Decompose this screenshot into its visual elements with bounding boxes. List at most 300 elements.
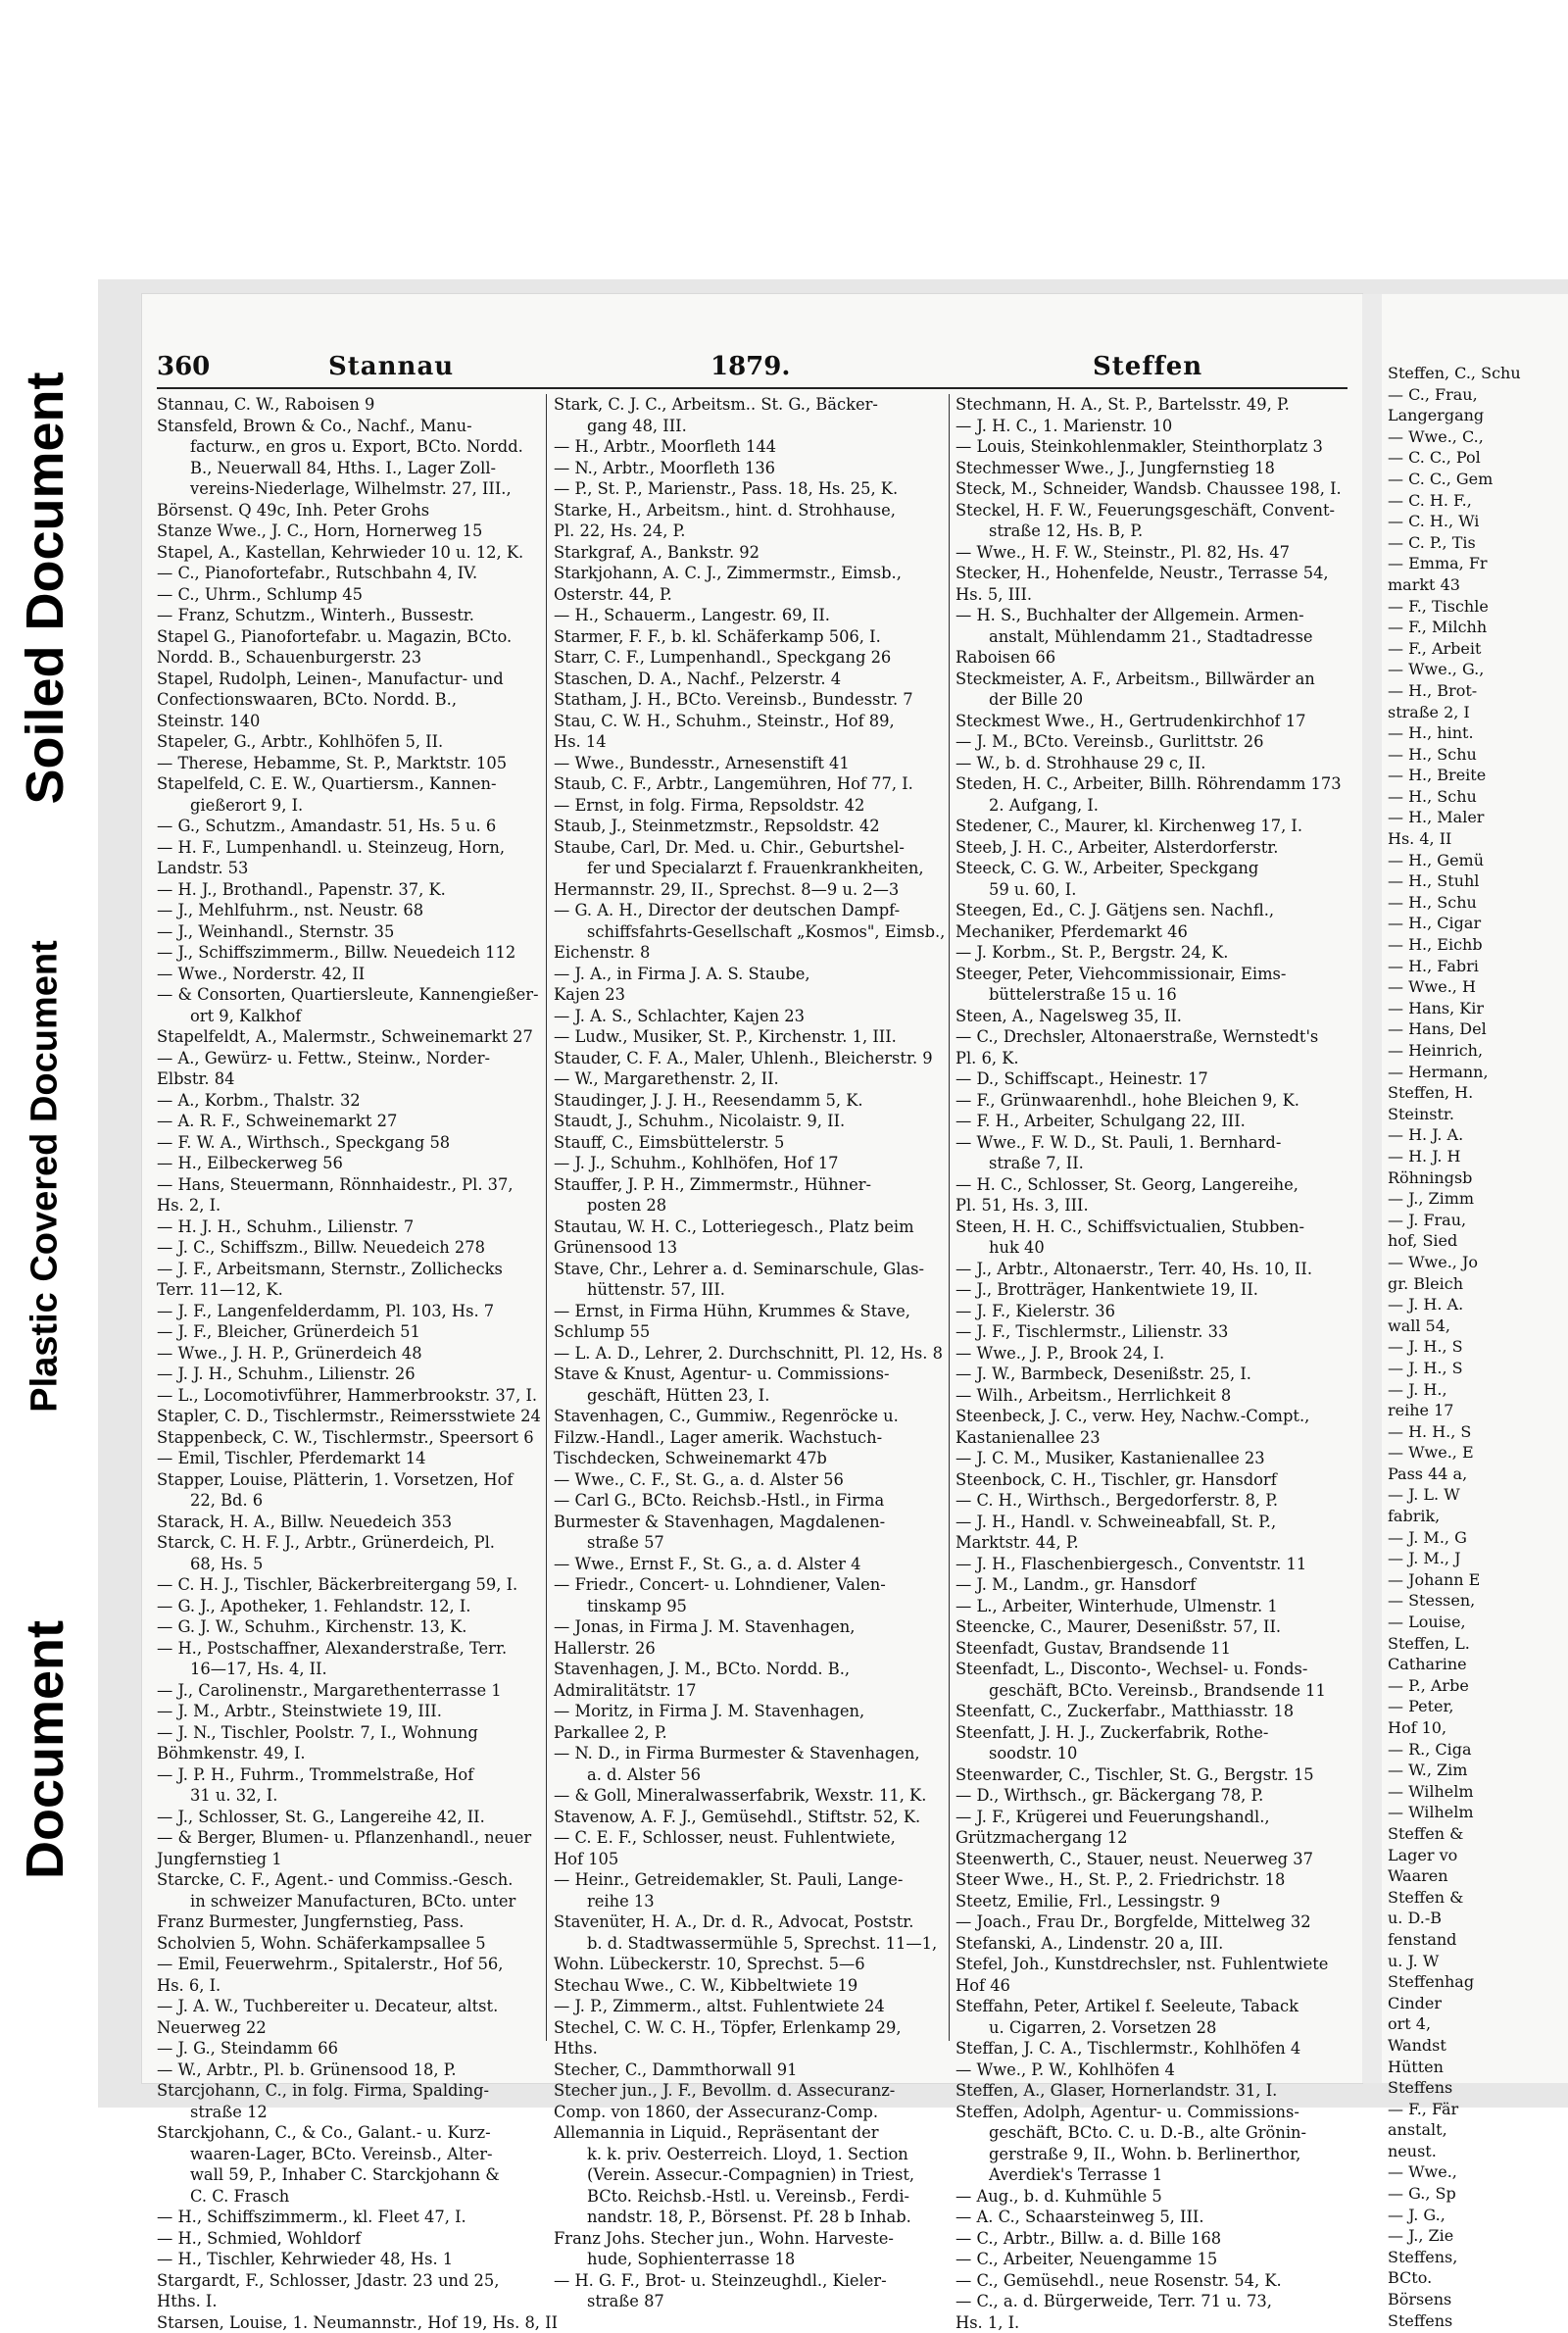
directory-entry: — N., Arbtr., Moorfleth 136 — [554, 458, 942, 479]
directory-entry: Hs. 4, II — [1388, 828, 1568, 850]
directory-entry: in schweizer Manufacturen, BCto. unter — [157, 1891, 541, 1912]
directory-entry: Stauffer, J. P. H., Zimmermstr., Hühner- — [554, 1174, 942, 1196]
directory-entry: Stavenhagen, J. M., BCto. Nordd. B., — [554, 1659, 942, 1680]
directory-entry: Stefanski, A., Lindenstr. 20 a, III. — [956, 1933, 1348, 1955]
directory-entry: Böhmkenstr. 49, I. — [157, 1743, 541, 1764]
directory-entry: hüttenstr. 57, III. — [554, 1279, 942, 1301]
directory-entry: — H., Eichb — [1388, 934, 1568, 956]
directory-entry: — F. W. A., Wirthsch., Speckgang 58 — [157, 1132, 541, 1154]
directory-entry: — Wilhelm — [1388, 1802, 1568, 1823]
directory-entry: — D., Schiffscapt., Heinestr. 17 — [956, 1068, 1348, 1090]
directory-entry: 31 u. 32, I. — [157, 1785, 541, 1807]
directory-entry: — Wwe., Ernst F., St. G., a. d. Alster 4 — [554, 1554, 942, 1575]
directory-entry: — C. C., Gem — [1388, 469, 1568, 490]
directory-entry: Börsenst. Q 49c, Inh. Peter Grohs — [157, 500, 541, 521]
directory-entry: — Johann E — [1388, 1569, 1568, 1591]
directory-entry: Stargardt, F., Schlosser, Jdastr. 23 und 25, — [157, 2270, 541, 2292]
directory-entry: fabrik, — [1388, 1506, 1568, 1527]
directory-entry: — H. S., Buchhalter der Allgemein. Armen- — [956, 605, 1348, 626]
directory-entry: Stautau, W. H. C., Lotteriegesch., Platz beim — [554, 1216, 942, 1238]
book-gutter — [1362, 294, 1382, 2083]
directory-entry: Hof 10, — [1388, 1717, 1568, 1739]
directory-entry: — J. F., Krügerei und Feuerungshandl., — [956, 1807, 1348, 1828]
directory-entry: — J., Arbtr., Altonaerstr., Terr. 40, Hs. 10, II. — [956, 1259, 1348, 1280]
directory-entry: — J. J. H., Schuhm., Lilienstr. 26 — [157, 1364, 541, 1385]
directory-entry: Hallerstr. 26 — [554, 1638, 942, 1660]
directory-entry: Starck, C. H. F. J., Arbtr., Grünerdeich, Pl. — [157, 1532, 541, 1554]
directory-entry: Steegen, Ed., C. J. Gätjens sen. Nachfl., — [956, 900, 1348, 921]
directory-entry: — & Goll, Mineralwasserfabrik, Wexstr. 11, K. — [554, 1785, 942, 1807]
directory-entry: Steenfatt, C., Zuckerfabr., Matthiasstr. 18 — [956, 1701, 1348, 1722]
directory-entry: — P., St. P., Marienstr., Pass. 18, Hs. 25, K. — [554, 478, 942, 500]
directory-entry: — H. C., Schlosser, St. Georg, Langereihe, — [956, 1174, 1348, 1196]
directory-entry: geschäft, BCto. C. u. D.-B., alte Grönin- — [956, 2122, 1348, 2144]
directory-entry: Starmer, F. F., b. kl. Schäferkamp 506, I. — [554, 626, 942, 648]
page-header — [157, 348, 1348, 389]
directory-entry: ort 9, Kalkhof — [157, 1006, 541, 1027]
directory-entry: — C., Uhrm., Schlump 45 — [157, 584, 541, 606]
directory-entry: — C., a. d. Bürgerweide, Terr. 71 u. 73, — [956, 2291, 1348, 2312]
directory-entry: — J. A. S., Schlachter, Kajen 23 — [554, 1006, 942, 1027]
directory-entry: Stapelfeld, C. E. W., Quartiersm., Kannen- — [157, 773, 541, 795]
directory-entry: u. D.-B — [1388, 1908, 1568, 1929]
directory-entry: — H. J., Brothandl., Papenstr. 37, K. — [157, 879, 541, 901]
directory-entry: — Wwe., H — [1388, 976, 1568, 998]
directory-entry: 16—17, Hs. 4, II. — [157, 1659, 541, 1680]
directory-entry: Stavenow, A. F. J., Gemüsehdl., Stiftstr. 52, K. — [554, 1807, 942, 1828]
directory-entry: hof, Sied — [1388, 1230, 1568, 1252]
directory-entry: — J. N., Tischler, Poolstr. 7, I., Wohnung — [157, 1722, 541, 1744]
directory-entry: — A., Korbm., Thalstr. 32 — [157, 1090, 541, 1112]
directory-entry: — W., Zim — [1388, 1760, 1568, 1781]
directory-entry: — G., Schutzm., Amandastr. 51, Hs. 5 u. 6 — [157, 816, 541, 837]
directory-entry: — Moritz, in Firma J. M. Stavenhagen, — [554, 1701, 942, 1722]
directory-entry: — J. H., Handl. v. Schweineabfall, St. P., — [956, 1512, 1348, 1533]
directory-entry: — J., Brotträger, Hankentwiete 19, II. — [956, 1279, 1348, 1301]
directory-entry: Waaren — [1388, 1865, 1568, 1887]
directory-entry: — L. A. D., Lehrer, 2. Durchschnitt, Pl. 12, Hs. 8 — [554, 1343, 942, 1365]
directory-entry: — J., Schlosser, St. G., Langereihe 42, II. — [157, 1807, 541, 1828]
directory-entry: — Wwe., J. P., Brook 24, I. — [956, 1343, 1348, 1365]
directory-entry: posten 28 — [554, 1195, 942, 1216]
directory-entry: Staschen, D. A., Nachf., Pelzerstr. 4 — [554, 669, 942, 690]
directory-entry: — Ernst, in Firma Hühn, Krummes & Stave, — [554, 1301, 942, 1322]
directory-page — [142, 294, 1362, 2083]
column-rule — [949, 394, 950, 2041]
directory-entry: — W., Margarethenstr. 2, II. — [554, 1068, 942, 1090]
directory-entry: — W., Arbtr., Pl. b. Grünensood 18, P. — [157, 2060, 541, 2081]
column-1 — [157, 394, 541, 2060]
directory-entry: wall 54, — [1388, 1315, 1568, 1337]
directory-entry: — G. A. H., Director der deutschen Dampf- — [554, 900, 942, 921]
directory-entry: Averdiek's Terrasse 1 — [956, 2164, 1348, 2186]
directory-entry: Confectionswaaren, BCto. Nordd. B., — [157, 689, 541, 711]
directory-entry: — J. M., Arbtr., Steinstwiete 19, III. — [157, 1701, 541, 1722]
column-2 — [554, 394, 942, 2060]
directory-entry: büttelerstraße 15 u. 16 — [956, 984, 1348, 1006]
directory-entry: Steen, H. H. C., Schiffsvictualien, Stubben- — [956, 1216, 1348, 1238]
directory-entry: — H. H., S — [1388, 1421, 1568, 1443]
directory-entry: b. d. Stadtwassermühle 5, Sprechst. 11—1, — [554, 1933, 942, 1955]
directory-entry: — C., Arbtr., Billw. a. d. Bille 168 — [956, 2228, 1348, 2250]
directory-entry: — W., b. d. Strohhause 29 c, II. — [956, 753, 1348, 774]
directory-entry: Marktstr. 44, P. — [956, 1532, 1348, 1554]
directory-entry: — Joach., Frau Dr., Borgfelde, Mittelweg 32 — [956, 1911, 1348, 1933]
directory-entry: Steffen, A., Glaser, Hornerlandstr. 31, I. — [956, 2080, 1348, 2102]
directory-entry: Nordd. B., Schauenburgerstr. 23 — [157, 647, 541, 669]
directory-entry: — Hans, Kir — [1388, 998, 1568, 1019]
directory-entry: — J. M., Landm., gr. Hansdorf — [956, 1574, 1348, 1596]
directory-entry: — Jonas, in Firma J. M. Stavenhagen, — [554, 1616, 942, 1638]
directory-entry: — Wwe., F. W. D., St. Pauli, 1. Bernhard- — [956, 1132, 1348, 1154]
directory-entry: — J. H., Flaschenbiergesch., Conventstr. 11 — [956, 1554, 1348, 1575]
directory-entry: Steeb, J. H. C., Arbeiter, Alsterdorferstr. — [956, 837, 1348, 859]
directory-entry: — J., Zimm — [1388, 1188, 1568, 1210]
directory-entry: neust. — [1388, 2141, 1568, 2162]
directory-entry: — J., Carolinenstr., Margarethenterrasse 1 — [157, 1680, 541, 1702]
directory-entry: B., Neuerwall 84, Hths. I., Lager Zoll- — [157, 458, 541, 479]
directory-entry: tinskamp 95 — [554, 1596, 942, 1617]
directory-entry: Steffen & — [1388, 1823, 1568, 1845]
directory-entry: — Wilh., Arbeitsm., Herrlichkeit 8 — [956, 1385, 1348, 1407]
directory-entry: Stau, C. W. H., Schuhm., Steinstr., Hof 89, — [554, 711, 942, 732]
directory-entry: Steenbock, C. H., Tischler, gr. Hansdorf — [956, 1469, 1348, 1491]
directory-entry: Stave & Knust, Agentur- u. Commissions- — [554, 1364, 942, 1385]
directory-entry: Stapler, C. D., Tischlermstr., Reimersstwiete 24 — [157, 1406, 541, 1427]
directory-entry: — Aug., b. d. Kuhmühle 5 — [956, 2186, 1348, 2208]
directory-entry: — N. D., in Firma Burmester & Stavenhagen, — [554, 1743, 942, 1764]
directory-entry: geschäft, BCto. Vereinsb., Brandsende 11 — [956, 1680, 1348, 1702]
directory-entry: Stauder, C. F. A., Maler, Uhlenh., Bleicherstr. 9 — [554, 1048, 942, 1069]
directory-entry: Starsen, Louise, 1. Neumannstr., Hof 19, Hs. 8, II — [157, 2312, 541, 2333]
directory-entry: — H., Brot- — [1388, 680, 1568, 702]
directory-entry: Steffen, L. — [1388, 1633, 1568, 1655]
directory-entry: Steffens — [1388, 2310, 1568, 2332]
directory-entry: Stanze Wwe., J. C., Horn, Hornerweg 15 — [157, 521, 541, 542]
directory-entry: (Verein. Assecur.-Compagnien) in Triest, — [554, 2164, 942, 2186]
directory-entry: Stave, Chr., Lehrer a. d. Seminarschule, Glas- — [554, 1259, 942, 1280]
facing-page — [1382, 294, 1568, 2083]
header-year: 1879. — [710, 352, 790, 381]
directory-entry: Stapeler, G., Arbtr., Kohlhöfen 5, II. — [157, 731, 541, 753]
directory-entry: Stappenbeck, C. W., Tischlermstr., Speersort 6 — [157, 1427, 541, 1449]
label-document: Document — [15, 1620, 75, 1879]
directory-entry: — Wwe., H. F. W., Steinstr., Pl. 82, Hs. 47 — [956, 542, 1348, 564]
directory-entry: — J. L. W — [1388, 1484, 1568, 1506]
directory-entry: reihe 17 — [1388, 1400, 1568, 1421]
directory-entry: — L., Arbeiter, Winterhude, Ulmenstr. 1 — [956, 1596, 1348, 1617]
directory-entry: C. C. Frasch — [157, 2186, 541, 2208]
directory-entry: Wandst — [1388, 2035, 1568, 2057]
directory-entry: — J. H. C., 1. Marienstr. 10 — [956, 416, 1348, 437]
directory-entry: 59 u. 60, I. — [956, 879, 1348, 901]
directory-entry: Steeck, C. G. W., Arbeiter, Speckgang — [956, 858, 1348, 879]
directory-entry: — J. F., Kielerstr. 36 — [956, 1301, 1348, 1322]
directory-entry: Franz Johs. Stecher jun., Wohn. Harveste- — [554, 2228, 942, 2250]
directory-entry: — Wwe., Norderstr. 42, II — [157, 964, 541, 985]
directory-entry: — P., Arbe — [1388, 1675, 1568, 1697]
directory-entry: Steffahn, Peter, Artikel f. Seeleute, Taback — [956, 1996, 1348, 2017]
directory-entry: Elbstr. 84 — [157, 1068, 541, 1090]
directory-entry: — J. Frau, — [1388, 1210, 1568, 1231]
directory-entry: Schlump 55 — [554, 1321, 942, 1343]
directory-entry: Steffens, — [1388, 2247, 1568, 2268]
directory-entry: — J. Korbm., St. P., Bergstr. 24, K. — [956, 942, 1348, 964]
directory-entry: — H., Schauerm., Langestr. 69, II. — [554, 605, 942, 626]
directory-entry: Stechmann, H. A., St. P., Bartelsstr. 49, P. — [956, 394, 1348, 416]
directory-entry: straße 87 — [554, 2291, 942, 2312]
directory-entry: — Louise, — [1388, 1612, 1568, 1633]
directory-entry: Stansfeld, Brown & Co., Nachf., Manu- — [157, 416, 541, 437]
directory-entry: Röhningsb — [1388, 1167, 1568, 1189]
directory-entry: Stapel, Rudolph, Leinen-, Manufactur- und — [157, 669, 541, 690]
directory-entry: Steenbeck, J. C., verw. Hey, Nachw.-Compt., — [956, 1406, 1348, 1427]
page-number: 360 — [157, 352, 210, 381]
directory-entry: gerstraße 9, II., Wohn. b. Berlinerthor, — [956, 2144, 1348, 2165]
directory-entry: straße 12 — [157, 2102, 541, 2123]
directory-entry: Stechau Wwe., C. W., Kibbeltwiete 19 — [554, 1975, 942, 1997]
directory-entry: Starack, H. A., Billw. Neuedeich 353 — [157, 1512, 541, 1533]
directory-entry: — C., Arbeiter, Neuengamme 15 — [956, 2249, 1348, 2270]
directory-entry: — H., hint. — [1388, 722, 1568, 744]
directory-entry: vereins-Niederlage, Wilhelmstr. 27, III., — [157, 478, 541, 500]
directory-entry: Pl. 51, Hs. 3, III. — [956, 1195, 1348, 1216]
directory-entry: Hermannstr. 29, II., Sprechst. 8—9 u. 2—3 — [554, 879, 942, 901]
directory-entry: Jungfernstieg 1 — [157, 1849, 541, 1870]
directory-entry: Tischdecken, Schweinemarkt 47b — [554, 1448, 942, 1469]
directory-entry: — Heinr., Getreidemakler, St. Pauli, Lange- — [554, 1869, 942, 1891]
directory-entry: Steen, A., Nagelsweg 35, II. — [956, 1006, 1348, 1027]
directory-entry: gang 48, III. — [554, 416, 942, 437]
directory-entry: straße 57 — [554, 1532, 942, 1554]
directory-entry: Admiralitätstr. 17 — [554, 1680, 942, 1702]
directory-entry: Steckmest Wwe., H., Gertrudenkirchhof 17 — [956, 711, 1348, 732]
directory-entry: Steffen, C., Schu — [1388, 363, 1568, 384]
directory-entry: Comp. von 1860, der Assecuranz-Comp. — [554, 2102, 942, 2123]
directory-entry: — Wwe., — [1388, 2161, 1568, 2183]
directory-entry: markt 43 — [1388, 574, 1568, 596]
directory-entry: straße 2, I — [1388, 702, 1568, 723]
directory-entry: Stark, C. J. C., Arbeitsm.. St. G., Bäcker- — [554, 394, 942, 416]
directory-entry: — J. H., — [1388, 1379, 1568, 1401]
directory-entry: Stechel, C. W. C. H., Töpfer, Erlenkamp 29, — [554, 2017, 942, 2039]
directory-entry: BCto. Reichsb.-Hstl. u. Vereinsb., Ferdi- — [554, 2186, 942, 2208]
directory-entry: Hof 105 — [554, 1849, 942, 1870]
directory-entry: — R., Ciga — [1388, 1739, 1568, 1761]
directory-entry: Pl. 6, K. — [956, 1048, 1348, 1069]
directory-entry: Hths. I. — [157, 2291, 541, 2312]
directory-entry: — J. H. A. — [1388, 1294, 1568, 1315]
directory-entry: Steeger, Peter, Viehcommissionair, Eims- — [956, 964, 1348, 985]
directory-entry: facturw., en gros u. Export, BCto. Nordd. — [157, 436, 541, 458]
directory-entry: Stecher jun., J. F., Bevollm. d. Assecuranz- — [554, 2080, 942, 2102]
directory-entry: — Wwe., Jo — [1388, 1252, 1568, 1273]
directory-entry: straße 12, Hs. B, P. — [956, 521, 1348, 542]
directory-entry: — Ludw., Musiker, St. P., Kirchenstr. 1, III. — [554, 1026, 942, 1048]
directory-entry: Neuerweg 22 — [157, 2017, 541, 2039]
directory-entry: der Bille 20 — [956, 689, 1348, 711]
directory-entry: Staube, Carl, Dr. Med. u. Chir., Geburtshel- — [554, 837, 942, 859]
directory-entry: BCto. — [1388, 2267, 1568, 2289]
directory-entry: — Wwe., J. H. P., Grünerdeich 48 — [157, 1343, 541, 1365]
directory-entry: 22, Bd. 6 — [157, 1490, 541, 1512]
directory-entry: Steenfadt, Gustav, Brandsende 11 — [956, 1638, 1348, 1660]
label-plastic-covered-document: Plastic Covered Document — [24, 940, 67, 1412]
directory-entry: — C. P., Tis — [1388, 532, 1568, 554]
directory-entry: Kajen 23 — [554, 984, 942, 1006]
directory-entry: — H., Eilbeckerweg 56 — [157, 1153, 541, 1174]
directory-entry: Steetz, Emilie, Frl., Lessingstr. 9 — [956, 1891, 1348, 1912]
directory-entry: fer und Specialarzt f. Frauenkrankheiten, — [554, 858, 942, 879]
directory-entry: — J. F., Langenfelderdamm, Pl. 103, Hs. 7 — [157, 1301, 541, 1322]
directory-entry: Stecher, C., Dammthorwall 91 — [554, 2060, 942, 2081]
directory-entry: — H. J. H — [1388, 1146, 1568, 1167]
directory-entry: — G. J. W., Schuhm., Kirchenstr. 13, K. — [157, 1616, 541, 1638]
directory-entry: Hs. 2, I. — [157, 1195, 541, 1216]
directory-entry: Stefel, Joh., Kunstdrechsler, nst. Fuhlentwiete — [956, 1954, 1348, 1975]
directory-entry: — Wwe., Bundesstr., Arnesenstift 41 — [554, 753, 942, 774]
directory-entry: Cinder — [1388, 1993, 1568, 2014]
directory-entry: — Therese, Hebamme, St. P., Marktstr. 105 — [157, 753, 541, 774]
directory-entry: Catharine — [1388, 1654, 1568, 1675]
directory-entry: Stannau, C. W., Raboisen 9 — [157, 394, 541, 416]
directory-entry: — Friedr., Concert- u. Lohndiener, Valen- — [554, 1574, 942, 1596]
directory-entry: Osterstr. 44, P. — [554, 584, 942, 606]
directory-entry: — F., Milchh — [1388, 617, 1568, 638]
directory-entry: Steffan, J. C. A., Tischlermstr., Kohlhöfen 4 — [956, 2038, 1348, 2060]
directory-entry: — G., Sp — [1388, 2183, 1568, 2205]
directory-entry: wall 59, P., Inhaber C. Starckjohann & — [157, 2164, 541, 2186]
directory-entry: — G. J., Apotheker, 1. Fehlandstr. 12, I. — [157, 1596, 541, 1617]
directory-entry: — C. H. J., Tischler, Bäckerbreitergang 59, I. — [157, 1574, 541, 1596]
directory-entry: — J. G., Steindamm 66 — [157, 2038, 541, 2060]
directory-entry: u. J. W — [1388, 1951, 1568, 1972]
directory-entry: Starcjohann, C., in folg. Firma, Spalding- — [157, 2080, 541, 2102]
directory-entry: ort 4, — [1388, 2013, 1568, 2035]
directory-entry: Steenfatt, J. H. J., Zuckerfabrik, Rothe- — [956, 1722, 1348, 1744]
directory-entry: Steffen & — [1388, 1887, 1568, 1909]
directory-entry: Hs. 6, I. — [157, 1975, 541, 1997]
sidebar — [0, 0, 90, 2134]
directory-entry: Raboisen 66 — [956, 647, 1348, 669]
directory-entry: — F., Fär — [1388, 2099, 1568, 2120]
facing-page-column — [1388, 363, 1568, 2331]
directory-entry: Stapel, A., Kastellan, Kehrwieder 10 u. 12, K. — [157, 542, 541, 564]
directory-entry: 68, Hs. 5 — [157, 1554, 541, 1575]
directory-entry: Steinstr. 140 — [157, 711, 541, 732]
directory-entry: anstalt, — [1388, 2119, 1568, 2141]
directory-entry: — & Consorten, Quartiersleute, Kannengießer- — [157, 984, 541, 1006]
directory-entry: — C. H., Wi — [1388, 511, 1568, 532]
directory-entry: — J. C. M., Musiker, Kastanienallee 23 — [956, 1448, 1348, 1469]
directory-entry: Kastanienallee 23 — [956, 1427, 1348, 1449]
directory-entry: — Peter, — [1388, 1696, 1568, 1717]
directory-entry: soodstr. 10 — [956, 1743, 1348, 1764]
directory-entry: — F., Tischle — [1388, 596, 1568, 618]
directory-entry: — H., Schmied, Wohldorf — [157, 2228, 541, 2250]
directory-entry: — H., Breite — [1388, 765, 1568, 786]
directory-entry: — H. J. A. — [1388, 1124, 1568, 1146]
directory-entry: Statham, J. H., BCto. Vereinsb., Bundesstr. 7 — [554, 689, 942, 711]
directory-entry: — F. H., Arbeiter, Schulgang 22, III. — [956, 1111, 1348, 1132]
directory-entry: Burmester & Stavenhagen, Magdalenen- — [554, 1512, 942, 1533]
directory-entry: anstalt, Mühlendamm 21., Stadtadresse — [956, 626, 1348, 648]
directory-entry: u. Cigarren, 2. Vorsetzen 28 — [956, 2017, 1348, 2039]
directory-entry: Starkjohann, A. C. J., Zimmermstr., Eimsb., — [554, 563, 942, 584]
directory-entry: Landstr. 53 — [157, 858, 541, 879]
directory-entry: Starckjohann, C., & Co., Galant.- u. Kurz- — [157, 2122, 541, 2144]
directory-entry: — H., Fabri — [1388, 956, 1568, 977]
directory-entry: — Ernst, in folg. Firma, Repsoldstr. 42 — [554, 795, 942, 817]
directory-entry: — Emma, Fr — [1388, 553, 1568, 574]
column-rule — [546, 394, 547, 2041]
directory-entry: — Louis, Steinkohlenmakler, Steinthorplatz 3 — [956, 436, 1348, 458]
directory-entry: Langergang — [1388, 405, 1568, 426]
directory-entry: waaren-Lager, BCto. Vereinsb., Alter- — [157, 2144, 541, 2165]
directory-entry: — H., Schu — [1388, 786, 1568, 808]
directory-entry: — H., Maler — [1388, 807, 1568, 828]
directory-entry: Pass 44 a, — [1388, 1464, 1568, 1485]
directory-entry: — J. F., Bleicher, Grünerdeich 51 — [157, 1321, 541, 1343]
directory-entry: — J. F., Tischlermstr., Lilienstr. 33 — [956, 1321, 1348, 1343]
directory-entry: — J., Weinhandl., Sternstr. 35 — [157, 921, 541, 943]
directory-entry: Allemannia in Liquid., Repräsentant der — [554, 2122, 942, 2144]
directory-entry: Börsens — [1388, 2289, 1568, 2310]
directory-entry: — C., Pianofortefabr., Rutschbahn 4, IV. — [157, 563, 541, 584]
directory-entry: — H., Schu — [1388, 744, 1568, 766]
directory-entry: Starr, C. F., Lumpenhandl., Speckgang 26 — [554, 647, 942, 669]
directory-entry: huk 40 — [956, 1237, 1348, 1259]
directory-entry: — J. P. H., Fuhrm., Trommelstraße, Hof — [157, 1764, 541, 1786]
directory-entry: — J., Zie — [1388, 2225, 1568, 2247]
directory-entry: Hs. 5, III. — [956, 584, 1348, 606]
directory-entry: — C. C., Pol — [1388, 447, 1568, 469]
directory-entry: — Stessen, — [1388, 1590, 1568, 1612]
directory-entry: — J. P., Zimmerm., altst. Fuhlentwiete 24 — [554, 1996, 942, 2017]
directory-entry: — H., Arbtr., Moorfleth 144 — [554, 436, 942, 458]
directory-entry: — C. H. F., — [1388, 490, 1568, 512]
directory-entry: — J. H., S — [1388, 1358, 1568, 1379]
directory-entry: — J. C., Schiffszm., Billw. Neuedeich 278 — [157, 1237, 541, 1259]
directory-entry: Steffen, Adolph, Agentur- u. Commissions- — [956, 2102, 1348, 2123]
directory-entry: — Wwe., C. F., St. G., a. d. Alster 56 — [554, 1469, 942, 1491]
directory-entry: — J. A. W., Tuchbereiter u. Decateur, altst. — [157, 1996, 541, 2017]
directory-entry: — F., Arbeit — [1388, 638, 1568, 660]
directory-entry: gr. Bleich — [1388, 1273, 1568, 1295]
directory-entry: — L., Locomotivführer, Hammerbrookstr. 37, I. — [157, 1385, 541, 1407]
directory-entry: Steffens — [1388, 2077, 1568, 2099]
directory-entry: Starcke, C. F., Agent.- und Commiss.-Gesch. — [157, 1869, 541, 1891]
directory-entry: gießerort 9, I. — [157, 795, 541, 817]
directory-entry: Stechmesser Wwe., J., Jungfernstieg 18 — [956, 458, 1348, 479]
directory-entry: Steenfadt, L., Disconto-, Wechsel- u. Fonds- — [956, 1659, 1348, 1680]
directory-entry: Lager vo — [1388, 1845, 1568, 1866]
directory-entry: Hof 46 — [956, 1975, 1348, 1997]
directory-entry: Stapelfeldt, A., Malermstr., Schweinemarkt 27 — [157, 1026, 541, 1048]
directory-entry: a. d. Alster 56 — [554, 1764, 942, 1786]
directory-entry: Steckmeister, A. F., Arbeitsm., Billwärder an — [956, 669, 1348, 690]
column-3 — [956, 394, 1348, 2060]
directory-entry: Steencke, C., Maurer, Desenißstr. 57, II. — [956, 1616, 1348, 1638]
directory-entry: — & Berger, Blumen- u. Pflanzenhandl., neuer — [157, 1827, 541, 1849]
directory-entry: — Franz, Schutzm., Winterh., Bussestr. — [157, 605, 541, 626]
directory-entry: Terr. 11—12, K. — [157, 1279, 541, 1301]
directory-entry: Staudt, J., Schuhm., Nicolaistr. 9, II. — [554, 1111, 942, 1132]
directory-entry: Steenwerth, C., Stauer, neust. Neuerweg 37 — [956, 1849, 1348, 1870]
directory-entry: schiffsfahrts-Gesellschaft „Kosmos", Eimsb., — [554, 921, 942, 943]
directory-entry: Eichenstr. 8 — [554, 942, 942, 964]
directory-entry: Filzw.-Handl., Lager amerik. Wachstuch- — [554, 1427, 942, 1449]
